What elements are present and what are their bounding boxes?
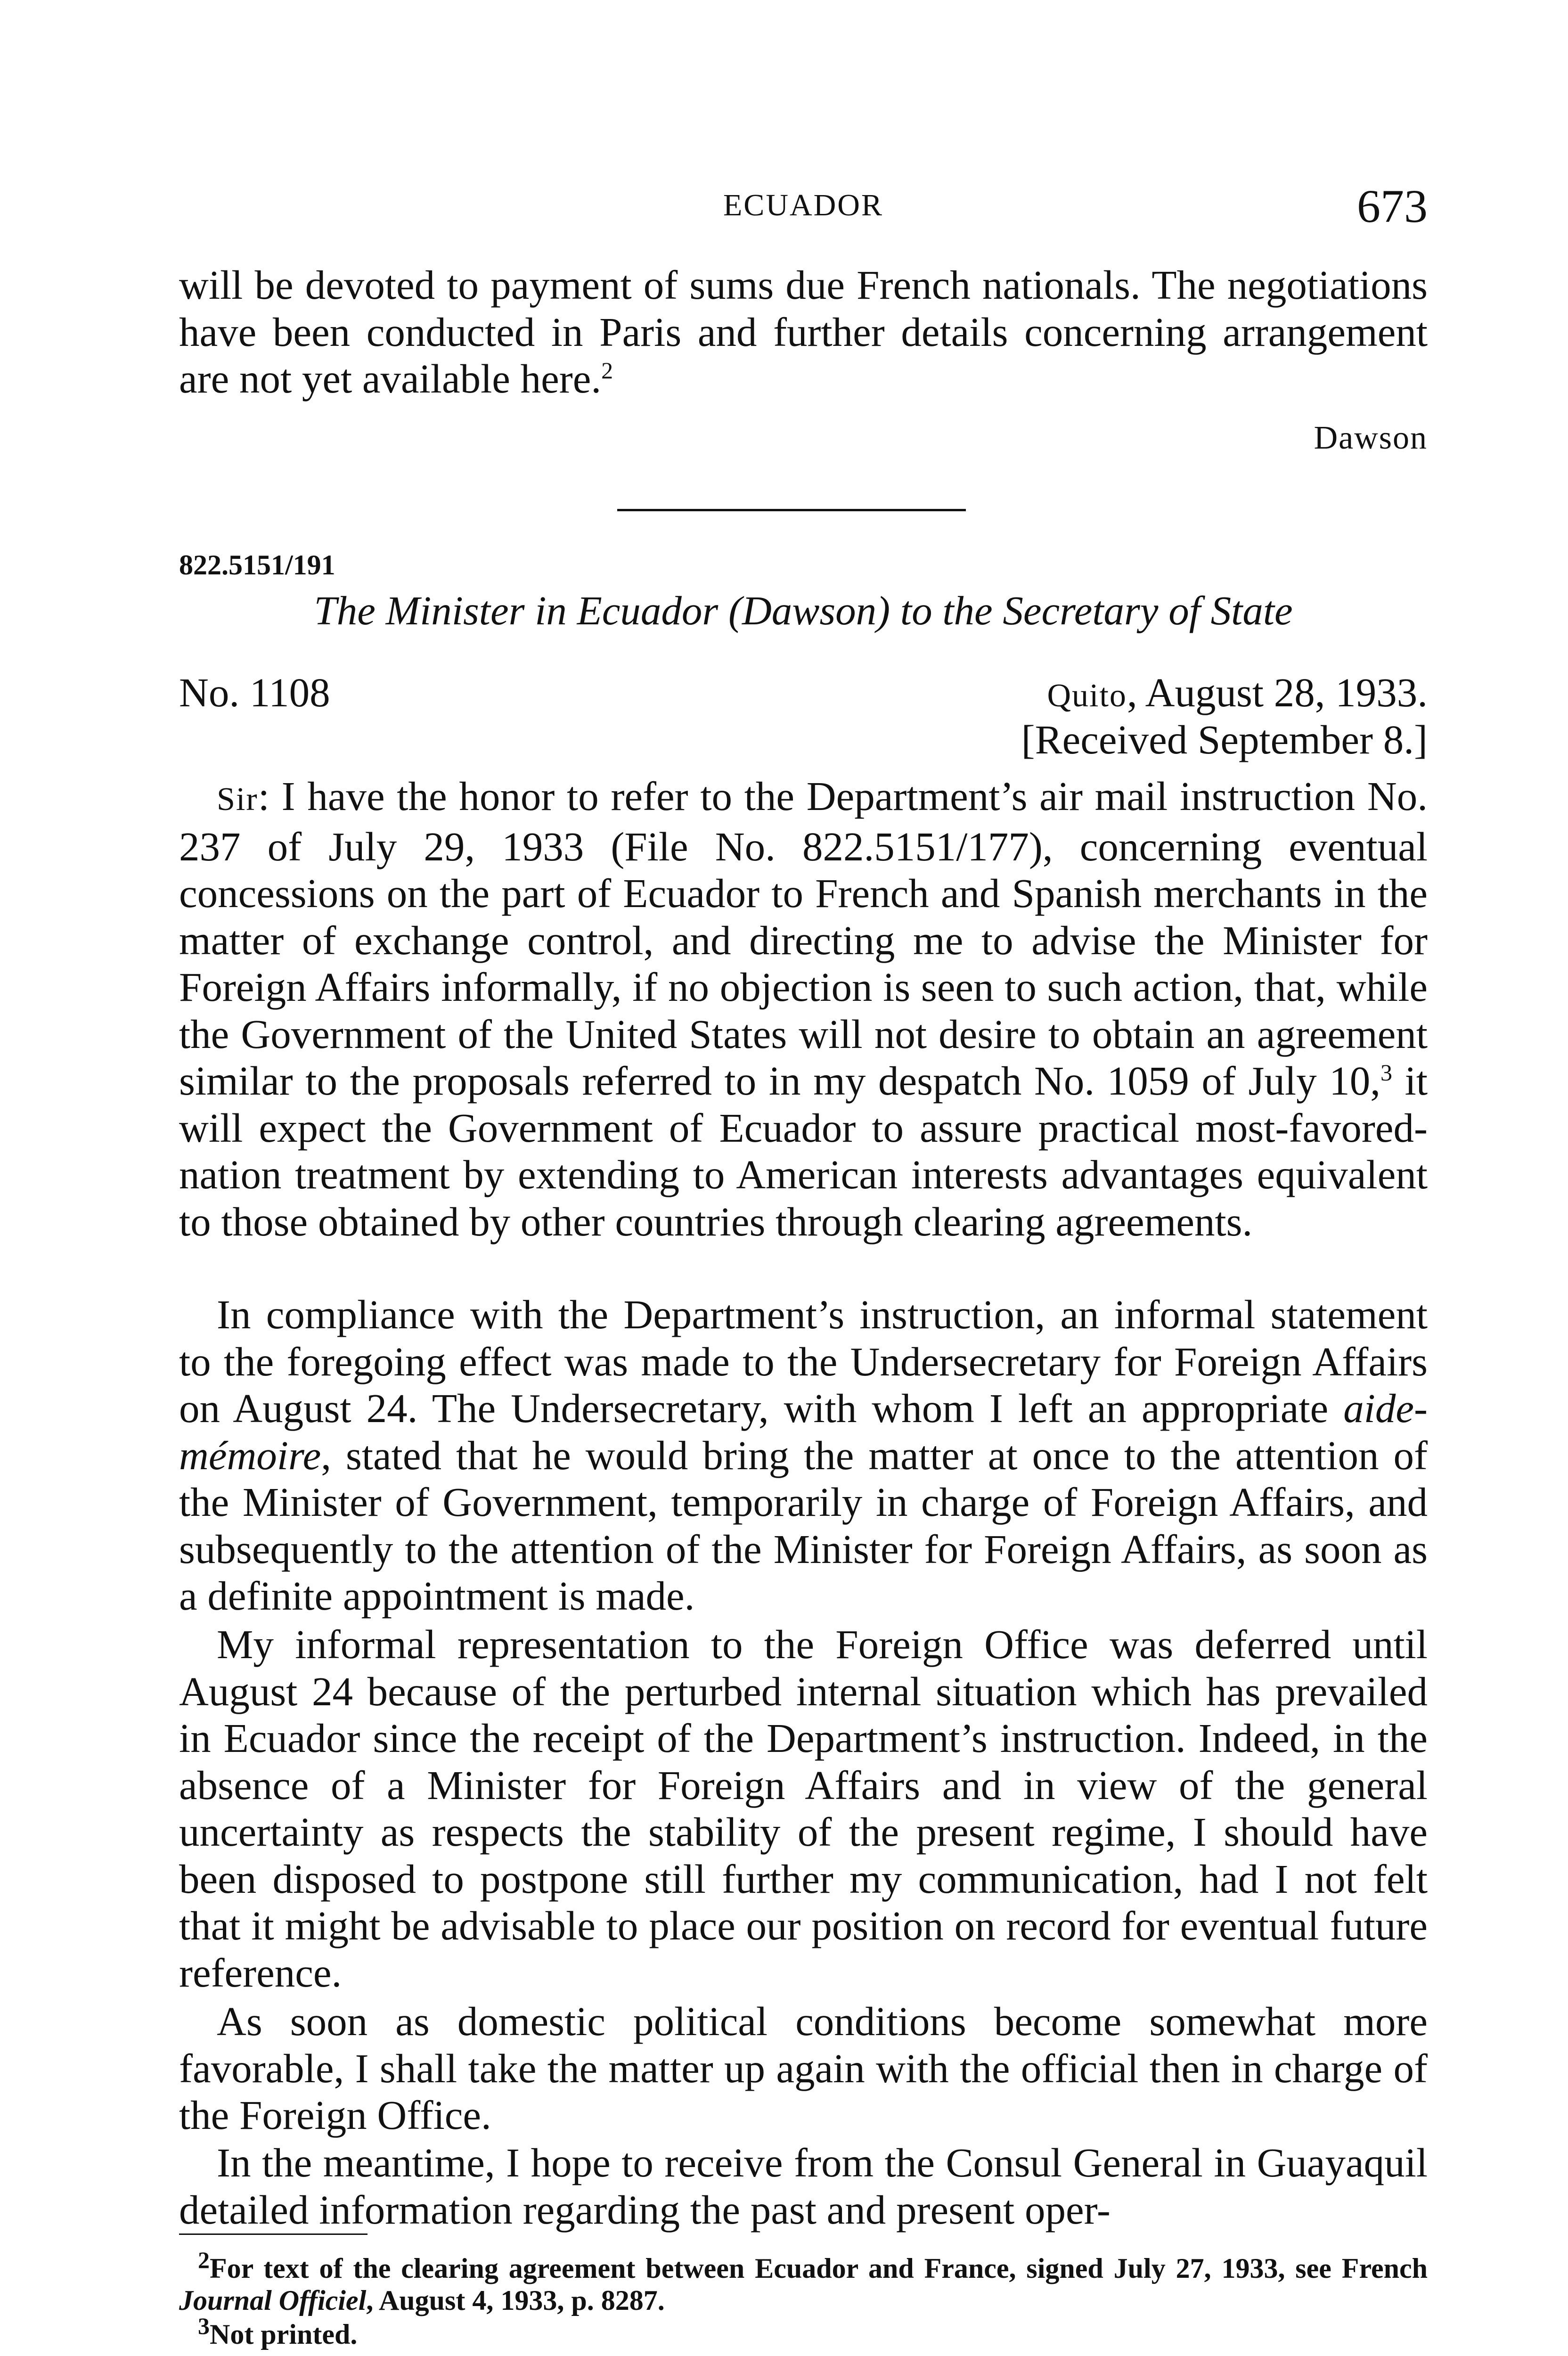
paragraph-2-part-b: , stated that he would bring the matter at once to the attention of the Minister of Government, temporarily in charge of Foreign Affairs, and subsequently to the attention of the Minister for Foreign Affairs, as soon as a definite appointment is made. xyxy=(179,1432,1428,1619)
paragraph-4: As soon as domestic political conditions become somewhat more favorable, I shall take the matter up again with the official then in charge of the Foreign Office. xyxy=(179,1998,1428,2138)
paragraph-3: My informal representation to the Foreign Office was deferred until August 24 because of the perturbed internal situation which has prevailed in Ecuador since the receipt of the Department’s instruction. Indeed, in the absence of a Minister for Foreign Affairs and in view of the general uncertainty as respects the stability of the present regime, I should have been disposed to postpone still further my communication, had I not felt that it might be advisable to place our position on record for eventual future reference. xyxy=(179,1621,1428,1996)
footnote-2-text-b: , August 4, 1933, p. 8287. xyxy=(366,2285,665,2316)
footnote-2 xyxy=(179,2247,1428,2316)
continuation-paragraph xyxy=(179,262,1428,402)
despatch-date: , August 28, 1933. xyxy=(1127,670,1428,715)
salutation: Sir xyxy=(217,781,258,818)
page-number: 673 xyxy=(1357,180,1428,232)
paragraph-2-part-a: In compliance with the Department’s instruction, an informal statement to the foregoing effect was made to the Undersecretary for Foreign Affairs on August 24. The Undersecretary, with whom I left an appropriate xyxy=(179,1292,1428,1431)
dateline xyxy=(179,669,1428,716)
footnote-3-text: Not printed. xyxy=(210,2319,358,2350)
paragraph-2 xyxy=(179,1291,1428,1620)
section-divider xyxy=(617,509,966,511)
continuation-text: will be devoted to payment of sums due French nationals. The negotiations have been conducted in Paris and further details concerning arrangement are not yet available here. xyxy=(179,262,1428,401)
paragraph-5: In the meantime, I hope to receive from the Consul General in Guayaquil detailed information regarding the past and present oper- xyxy=(179,2140,1428,2233)
footnote-3-mark: 3 xyxy=(198,2313,210,2339)
paragraph-1-part-a: : I have the honor to refer to the Department’s air mail instruction No. 237 of July 29, 1933 (File No. 822.5151/177), concerning eventual concessions on the part of Ecuador to French and Spanish merchants in the matter of exchange control, and directing me to advise the Minister for Foreign Affairs informally, if no objection is seen to such action, that, while the Government of the United States will not desire to obtain an agreement similar to the proposals referred to in my despatch No. 1059 of July 10, xyxy=(179,773,1428,1104)
paragraph-1-part-b: it will expect the Government of Ecuador to assure practical most-favored-nation treatment by extending to American interests advantages equivalent to those obtained by other countries through clearing agreements. xyxy=(179,1058,1428,1244)
footnote-ref-3: 3 xyxy=(1380,1059,1392,1086)
document-heading: The Minister in Ecuador (Dawson) to the Secretary of State xyxy=(314,588,1293,633)
received-date: [Received September 8.] xyxy=(1021,717,1428,762)
footnote-divider xyxy=(179,2233,368,2235)
footnote-2-mark: 2 xyxy=(198,2247,210,2273)
running-head xyxy=(179,179,1428,236)
paragraph-2-italic: aide-mémoire xyxy=(179,1385,1428,1478)
footnote-3 xyxy=(179,2313,1428,2350)
footnote-2-text-a: For text of the clearing agreement between Ecuador and France, signed July 27, 1933, see French xyxy=(210,2253,1428,2284)
signature-dawson: Dawson xyxy=(1314,420,1428,456)
footnote-ref-2: 2 xyxy=(601,357,613,384)
running-head-title: ECUADOR xyxy=(723,188,883,222)
place-name: Quito xyxy=(1047,678,1127,714)
paragraph-1 xyxy=(179,773,1428,1245)
file-number: 822.5151/191 xyxy=(179,549,335,581)
despatch-number: No. 1108 xyxy=(179,670,330,715)
footnote-2-italic: Journal Officiel xyxy=(179,2285,367,2316)
place-date xyxy=(1047,669,1428,720)
